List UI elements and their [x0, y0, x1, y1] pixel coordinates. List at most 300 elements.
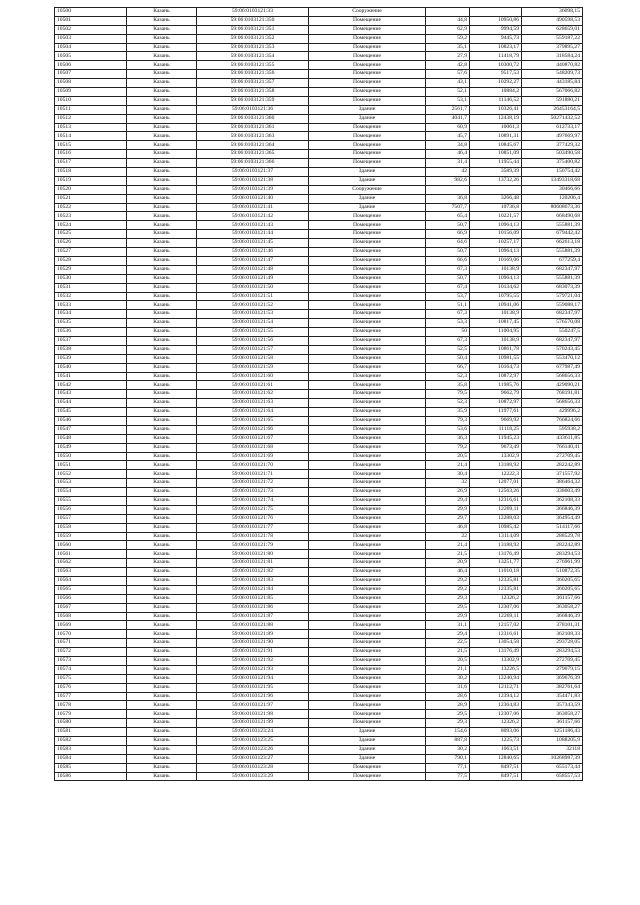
area-cell: 4041,7	[426, 114, 470, 123]
area-cell: 31,4	[426, 159, 470, 168]
cadastral-value-cell: 553470,12	[522, 354, 583, 363]
row-number-cell: 10511	[55, 105, 127, 114]
table-row	[55, 176, 583, 185]
area-cell: 21,1	[426, 665, 470, 674]
specific-value-cell: 10156,09	[470, 230, 522, 239]
area-cell: 46,8	[426, 523, 470, 532]
cadastral-value-cell: 433611,85	[522, 434, 583, 443]
specific-value-cell: 10257,17	[470, 239, 522, 248]
cadastral-value-cell: 366846,39	[522, 505, 583, 514]
row-number-cell: 10526	[55, 239, 127, 248]
specific-value-cell: 12077,01	[470, 479, 522, 488]
row-number-cell: 10522	[55, 203, 127, 212]
object-type-cell: Помещение	[309, 310, 426, 319]
row-number-cell: 10501	[55, 16, 127, 25]
area-cell: 29,2	[426, 577, 470, 586]
row-number-cell: 10530	[55, 274, 127, 283]
area-cell: 53,3	[426, 319, 470, 328]
specific-value-cell: 11004,95	[470, 328, 522, 337]
object-type-cell: Здание	[309, 105, 426, 114]
area-cell: 2561,7	[426, 105, 470, 114]
object-type-cell: Помещение	[309, 532, 426, 541]
cadastral-value-cell: 682347,97	[522, 265, 583, 274]
city-cell: Казань	[127, 657, 197, 666]
row-number-cell: 10551	[55, 461, 127, 470]
object-type-cell: Помещение	[309, 416, 426, 425]
row-number-cell: 10576	[55, 683, 127, 692]
object-type-cell: Помещение	[309, 230, 426, 239]
cadastral-value-cell: 766824,66	[522, 416, 583, 425]
cadastral-value-cell: 279079,15	[522, 665, 583, 674]
row-number-cell: 10508	[55, 79, 127, 88]
area-cell: 59,2	[426, 34, 470, 43]
object-type-cell: Помещение	[309, 212, 426, 221]
cadastral-number-cell: 59:06:0103121:50	[197, 283, 309, 292]
cadastral-number-cell: 59:06:0103121:353	[197, 43, 309, 52]
table-row	[55, 416, 583, 425]
cadastral-number-cell: 59:06:0103121:355	[197, 61, 309, 70]
city-cell: Казань	[127, 674, 197, 683]
row-number-cell: 10536	[55, 328, 127, 337]
object-type-cell: Помещение	[309, 88, 426, 97]
cadastral-value-cell: 768191,81	[522, 390, 583, 399]
city-cell: Казань	[127, 692, 197, 701]
object-type-cell: Помещение	[309, 132, 426, 141]
city-cell: Казань	[127, 603, 197, 612]
cadastral-number-cell: 59:06:0103121:43	[197, 221, 309, 230]
cadastral-number-cell: 59:06:0103121:41	[197, 203, 309, 212]
city-cell: Казань	[127, 719, 197, 728]
object-type-cell: Помещение	[309, 639, 426, 648]
table-row	[55, 559, 583, 568]
cadastral-value-cell: 497669,97	[522, 132, 583, 141]
cadastral-number-cell: 59:06:0103121:91	[197, 648, 309, 657]
city-cell: Казань	[127, 96, 197, 105]
table-row	[55, 105, 583, 114]
city-cell: Казань	[127, 416, 197, 425]
cadastral-number-cell: 59:06:0103121:38	[197, 176, 309, 185]
specific-value-cell: 12157,02	[470, 621, 522, 630]
object-type-cell: Сооружение	[309, 8, 426, 17]
specific-value-cell: 10326,41	[470, 105, 522, 114]
table-row	[55, 621, 583, 630]
table-row	[55, 185, 583, 194]
area-cell: 53,6	[426, 425, 470, 434]
row-number-cell: 10548	[55, 434, 127, 443]
table-row	[55, 265, 583, 274]
object-type-cell: Помещение	[309, 621, 426, 630]
table-row	[55, 248, 583, 257]
object-type-cell: Помещение	[309, 763, 426, 772]
object-type-cell: Здание	[309, 114, 426, 123]
table-row	[55, 168, 583, 177]
cadastral-value-cell: 361157,66	[522, 594, 583, 603]
specific-value-cell: 10891,31	[470, 132, 522, 141]
specific-value-cell: 10845,67	[470, 141, 522, 150]
area-cell: 65,4	[426, 212, 470, 221]
area-cell: 53,1	[426, 96, 470, 105]
object-type-cell: Помещение	[309, 381, 426, 390]
area-cell: 20,5	[426, 657, 470, 666]
cadastral-number-cell: 59:06:0103121:361	[197, 123, 309, 132]
area-cell: 52,5	[426, 345, 470, 354]
cadastral-number-cell: 59:06:0103121:45	[197, 239, 309, 248]
row-number-cell: 10524	[55, 221, 127, 230]
table-row	[55, 283, 583, 292]
specific-value-cell	[470, 8, 522, 17]
object-type-cell: Здание	[309, 745, 426, 754]
cadastral-number-cell: 59:06:0103121:37	[197, 168, 309, 177]
cadastral-value-cell: 570243,45	[522, 345, 583, 354]
area-cell: 50,7	[426, 221, 470, 230]
table-row	[55, 657, 583, 666]
object-type-cell: Помещение	[309, 328, 426, 337]
city-cell: Казань	[127, 505, 197, 514]
city-cell: Казань	[127, 150, 197, 159]
city-cell: Казань	[127, 141, 197, 150]
object-type-cell: Помещение	[309, 568, 426, 577]
cadastral-value-cell: 555881,39	[522, 248, 583, 257]
cadastral-value-cell: 668490,68	[522, 212, 583, 221]
area-cell: 53,7	[426, 292, 470, 301]
cadastral-value-cell: 283294,53	[522, 648, 583, 657]
cadastral-value-cell: 377429,32	[522, 141, 583, 150]
row-number-cell: 10557	[55, 514, 127, 523]
object-type-cell: Помещение	[309, 452, 426, 461]
city-cell: Казань	[127, 443, 197, 452]
table-row	[55, 256, 583, 265]
specific-value-cell: 10950,86	[470, 16, 522, 25]
table-row	[55, 701, 583, 710]
cadastral-number-cell: 59:06:0103121:71	[197, 470, 309, 479]
table-row	[55, 639, 583, 648]
table-row	[55, 594, 583, 603]
table-row	[55, 630, 583, 639]
row-number-cell: 10554	[55, 488, 127, 497]
specific-value-cell: 12438,19	[470, 114, 522, 123]
specific-value-cell: 13302,9	[470, 657, 522, 666]
cadastral-number-cell: 59:06:0103121:86	[197, 603, 309, 612]
cadastral-value-cell: 559187,22	[522, 34, 583, 43]
row-number-cell: 10527	[55, 248, 127, 257]
cadastral-value-cell: 272709,45	[522, 657, 583, 666]
area-cell: 79,2	[426, 443, 470, 452]
cadastral-number-cell: 59:06:0103121:93	[197, 665, 309, 674]
specific-value-cell: 10138,9	[470, 336, 522, 345]
table-row	[55, 212, 583, 221]
specific-value-cell: 13176,49	[470, 550, 522, 559]
table-row	[55, 461, 583, 470]
city-cell: Казань	[127, 319, 197, 328]
city-cell: Казань	[127, 381, 197, 390]
table-row	[55, 532, 583, 541]
cadastral-value-cell: 283294,53	[522, 550, 583, 559]
city-cell: Казань	[127, 132, 197, 141]
specific-value-cell: 12335,81	[470, 585, 522, 594]
specific-value-cell: 13054,58	[470, 639, 522, 648]
cadastral-number-cell: 59:06:0103121:364	[197, 141, 309, 150]
area-cell: 67,4	[426, 283, 470, 292]
cadastral-number-cell: 59:06:0103123:27	[197, 754, 309, 763]
cadastral-value-cell: 10268987,39	[522, 754, 583, 763]
city-cell: Казань	[127, 185, 197, 194]
city-cell: Казань	[127, 737, 197, 746]
row-number-cell: 10543	[55, 390, 127, 399]
area-cell: 51,1	[426, 301, 470, 310]
cadastral-number-cell: 59:06:0103121:56	[197, 336, 309, 345]
cadastral-number-cell: 59:06:0103121:47	[197, 256, 309, 265]
table-row	[55, 16, 583, 25]
row-number-cell: 10512	[55, 114, 127, 123]
cadastral-value-cell: 293728,05	[522, 639, 583, 648]
row-number-cell: 10559	[55, 532, 127, 541]
cadastral-value-cell: 362108,33	[522, 630, 583, 639]
row-number-cell: 10570	[55, 630, 127, 639]
city-cell: Казань	[127, 105, 197, 114]
cadastral-number-cell: 59:06:0103121:36	[197, 105, 309, 114]
specific-value-cell: 10964,13	[470, 248, 522, 257]
city-cell: Казань	[127, 612, 197, 621]
specific-value-cell: 9445,73	[470, 34, 522, 43]
table-row	[55, 70, 583, 79]
row-number-cell: 10580	[55, 719, 127, 728]
area-cell: 31,6	[426, 683, 470, 692]
cadastral-number-cell: 59:06:0103121:65	[197, 416, 309, 425]
area-cell: 79,3	[426, 416, 470, 425]
cadastral-value-cell: 510872,35	[522, 568, 583, 577]
specific-value-cell: 3266,48	[470, 194, 522, 203]
cadastral-value-cell: 369676,39	[522, 674, 583, 683]
area-cell: 50,7	[426, 274, 470, 283]
row-number-cell: 10509	[55, 88, 127, 97]
cadastral-value-cell: 555881,39	[522, 221, 583, 230]
area-cell: 21,5	[426, 648, 470, 657]
table-row	[55, 763, 583, 772]
specific-value-cell: 12222,3	[470, 470, 522, 479]
row-number-cell: 10538	[55, 345, 127, 354]
area-cell: 30,2	[426, 674, 470, 683]
area-cell: 35,9	[426, 408, 470, 417]
table-row	[55, 612, 583, 621]
object-type-cell: Помещение	[309, 408, 426, 417]
area-cell: 50,7	[426, 248, 470, 257]
city-cell: Казань	[127, 754, 197, 763]
cadastral-number-cell: 59:06:0103121:51	[197, 292, 309, 301]
city-cell: Казань	[127, 34, 197, 43]
area-cell: 20,5	[426, 452, 470, 461]
row-number-cell: 10564	[55, 577, 127, 586]
cadastral-number-cell: 59:06:0103121:88	[197, 621, 309, 630]
city-cell: Казань	[127, 265, 197, 274]
specific-value-cell: 10061,3	[470, 123, 522, 132]
city-cell: Казань	[127, 159, 197, 168]
object-type-cell: Помещение	[309, 719, 426, 728]
specific-value-cell: 12394,12	[470, 692, 522, 701]
table-row	[55, 674, 583, 683]
cadastral-number-cell: 59:06:0103121:357	[197, 79, 309, 88]
cadastral-number-cell: 59:06:0103121:83	[197, 577, 309, 586]
cadastral-number-cell: 59:06:0103121:358	[197, 88, 309, 97]
city-cell: Казань	[127, 363, 197, 372]
object-type-cell: Помещение	[309, 665, 426, 674]
table-row	[55, 52, 583, 61]
row-number-cell: 10518	[55, 168, 127, 177]
specific-value-cell: 10795,55	[470, 292, 522, 301]
object-type-cell: Помещение	[309, 550, 426, 559]
area-cell: 22	[426, 532, 470, 541]
object-type-cell: Помещение	[309, 34, 426, 43]
cadastral-number-cell: 59:06:0103121:75	[197, 505, 309, 514]
object-type-cell: Помещение	[309, 96, 426, 105]
city-cell: Казань	[127, 745, 197, 754]
cadastral-value-cell: 318584,24	[522, 52, 583, 61]
cadastral-value-cell: 282242,89	[522, 461, 583, 470]
city-cell: Казань	[127, 336, 197, 345]
specific-value-cell: 10872,97	[470, 372, 522, 381]
specific-value-cell: 12269,11	[470, 612, 522, 621]
cadastral-number-cell: 59:06:0103121:67	[197, 434, 309, 443]
cadastral-number-cell: 59:06:0103121:49	[197, 274, 309, 283]
cadastral-value-cell: 363058,27	[522, 710, 583, 719]
specific-value-cell: 13302,9	[470, 452, 522, 461]
cadastral-number-cell: 59:06:0103123:26	[197, 745, 309, 754]
area-cell: 28,9	[426, 701, 470, 710]
area-cell	[426, 185, 470, 194]
area-cell: 20,9	[426, 559, 470, 568]
area-cell: 66,7	[426, 363, 470, 372]
object-type-cell: Помещение	[309, 256, 426, 265]
object-type-cell: Помещение	[309, 43, 426, 52]
cadastral-value-cell: 682347,97	[522, 336, 583, 345]
object-type-cell: Помещение	[309, 612, 426, 621]
cadastral-number-cell: 59:06:0103121:44	[197, 230, 309, 239]
cadastral-value-cell: 366846,39	[522, 612, 583, 621]
city-cell: Казань	[127, 221, 197, 230]
cadastral-value-cell: 559088,17	[522, 301, 583, 310]
cadastral-value-table	[54, 7, 583, 781]
city-cell: Казань	[127, 648, 197, 657]
table-row	[55, 719, 583, 728]
object-type-cell: Помещение	[309, 265, 426, 274]
city-cell: Казань	[127, 176, 197, 185]
row-number-cell: 10579	[55, 710, 127, 719]
specific-value-cell: 10964,13	[470, 221, 522, 230]
cadastral-number-cell: 59:06:0103121:74	[197, 496, 309, 505]
row-number-cell: 10525	[55, 230, 127, 239]
table-row	[55, 488, 583, 497]
row-number-cell: 10553	[55, 479, 127, 488]
object-type-cell: Сооружение	[309, 185, 426, 194]
table-row	[55, 425, 583, 434]
row-number-cell: 10568	[55, 612, 127, 621]
row-number-cell: 10558	[55, 523, 127, 532]
row-number-cell: 10519	[55, 176, 127, 185]
cadastral-number-cell: 59:06:0103121:81	[197, 559, 309, 568]
area-cell: 42	[426, 168, 470, 177]
table-row	[55, 470, 583, 479]
cadastral-number-cell: 59:06:0103121:33	[197, 8, 309, 17]
table-row	[55, 301, 583, 310]
specific-value-cell: 11945,23	[470, 434, 522, 443]
cadastral-number-cell: 59:06:0103121:350	[197, 16, 309, 25]
object-type-cell: Помещение	[309, 577, 426, 586]
cadastral-value-cell: 579721,04	[522, 292, 583, 301]
row-number-cell: 10535	[55, 319, 127, 328]
specific-value-cell: 13188,92	[470, 541, 522, 550]
area-cell: 29,9	[426, 612, 470, 621]
specific-value-cell: 9662,79	[470, 390, 522, 399]
specific-value-cell: 9669,92	[470, 416, 522, 425]
specific-value-cell: 10884,2	[470, 88, 522, 97]
specific-value-cell: 10851,09	[470, 150, 522, 159]
table-row	[55, 61, 583, 70]
object-type-cell: Помещение	[309, 488, 426, 497]
area-cell: 52,1	[426, 88, 470, 97]
cadastral-value-cell: 288529,78	[522, 532, 583, 541]
cadastral-value-cell: 26453164,5	[522, 105, 583, 114]
cadastral-number-cell: 59:06:0103121:89	[197, 630, 309, 639]
city-cell: Казань	[127, 16, 197, 25]
city-cell: Казань	[127, 461, 197, 470]
city-cell: Казань	[127, 728, 197, 737]
cadastral-number-cell: 59:06:0103121:73	[197, 488, 309, 497]
area-cell: 36,8	[426, 194, 470, 203]
cadastral-value-cell: 550247,5	[522, 328, 583, 337]
cadastral-value-cell: 354471,83	[522, 692, 583, 701]
object-type-cell: Помещение	[309, 150, 426, 159]
area-cell: 43,1	[426, 79, 470, 88]
object-type-cell: Помещение	[309, 319, 426, 328]
table-row	[55, 8, 583, 17]
cadastral-value-cell: 568656,33	[522, 372, 583, 381]
object-type-cell: Помещение	[309, 16, 426, 25]
cadastral-value-cell: 276961,99	[522, 559, 583, 568]
row-number-cell: 10528	[55, 256, 127, 265]
row-number-cell: 10583	[55, 745, 127, 754]
row-number-cell: 10556	[55, 505, 127, 514]
specific-value-cell: 10736,8	[470, 203, 522, 212]
city-cell: Казань	[127, 710, 197, 719]
cadastral-number-cell: 59:06:0103121:95	[197, 683, 309, 692]
object-type-cell: Помещение	[309, 648, 426, 657]
table-row	[55, 319, 583, 328]
row-number-cell: 10514	[55, 132, 127, 141]
table-row	[55, 354, 583, 363]
object-type-cell: Помещение	[309, 336, 426, 345]
object-type-cell: Помещение	[309, 301, 426, 310]
cadastral-value-cell: 80608673,36	[522, 203, 583, 212]
cadastral-number-cell: 59:06:0103121:70	[197, 461, 309, 470]
object-type-cell: Помещение	[309, 443, 426, 452]
specific-value-cell: 12563,26	[470, 488, 522, 497]
row-number-cell: 10560	[55, 541, 127, 550]
row-number-cell: 10565	[55, 585, 127, 594]
specific-value-cell: 10964,13	[470, 274, 522, 283]
row-number-cell: 10584	[55, 754, 127, 763]
row-number-cell: 10542	[55, 381, 127, 390]
cadastral-value-cell: 364954,49	[522, 514, 583, 523]
table-row	[55, 239, 583, 248]
object-type-cell: Помещение	[309, 496, 426, 505]
cadastral-value-cell: 371557,92	[522, 470, 583, 479]
table-row	[55, 230, 583, 239]
table-row	[55, 514, 583, 523]
cadastral-value-cell: 338003,49	[522, 488, 583, 497]
table-row	[55, 381, 583, 390]
area-cell: 30,2	[426, 745, 470, 754]
cadastral-number-cell: 59:06:0103121:52	[197, 301, 309, 310]
area-cell: 52,3	[426, 372, 470, 381]
